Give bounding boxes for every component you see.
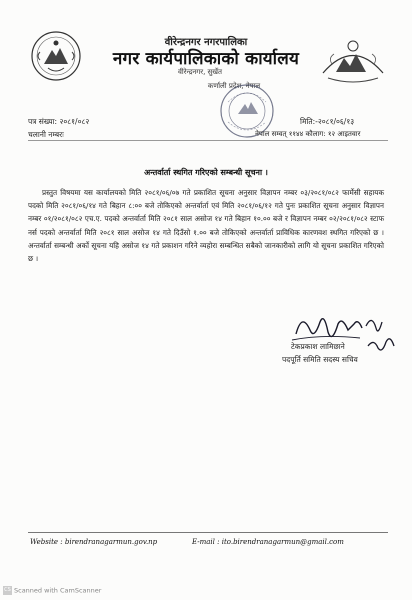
office-title: नगर कार्यपालिकाको कार्यालय [112, 49, 300, 69]
footer-email: E-mail : ito.birendranagarmun@gmail.com [192, 538, 344, 546]
header-divider [28, 140, 388, 141]
notice-body: प्रस्तुत विषयमा यस कार्यालयको मिति २०८१/०६/०७ गते प्रकाशित सूचना अनुसार विज्ञापन नम्बर ०३/२०८१/०८२ फार्मेसी सहायक पदको मिति २०८१/०६/१४ गते बिहान ८:०० बजे तोकिएको अन्तर्वार्ता एवं मिति २०८१/०६/१२ गते पुनः प्रकाशित सूचना अनुसार विज्ञापन नम्बर ०१/२०८१/०८२ एच.ए. पदको अन्तर्वार्ता मिति २०८१ साल असोज १४ गते बिहान १०.०० बजे र विज्ञापन नम्बर ०२/२०८१/०८२ स्टाफ नर्स पदको अन्तर्वार्ता मिति २०८१ साल असोज १४ गते दिउँसो १.०० बजे तोकिएको अन्तर्वार्ता प्राविधिक कारणवश स्थगित गरिएको छ । अन्तर्वार्ता सम्बन्धी अर्को सूचना यहि असोज १४ गते प्रकाशन गरिने व्यहोरा सम्बन्धित सबैको जानकारीको लागि यो सूचना प्रकाशित गरिएको छ । [28, 188, 384, 264]
footer-website: Website : birendranagarmun.gov.np [30, 538, 158, 546]
municipality-name: वीरेन्द्रनगर नगरपालिका [164, 37, 248, 48]
signatory-post: पदपूर्ति समिति सदस्य सचिव [282, 355, 358, 364]
chalani-number: चलानी नम्बरः [28, 130, 64, 139]
camscanner-icon: CS [4, 587, 11, 593]
signatory-name: टेकप्रकाश लामिछाने [291, 342, 345, 351]
office-province: कर्णाली प्रदेश, नेपाल [207, 82, 261, 90]
letter-date: मिति:-२०८१/०६/१३ [300, 117, 355, 126]
scanner-watermark-text: Scanned with CamScanner [14, 586, 102, 595]
office-address: वीरेन्द्रनगर, सुर्खेत [177, 68, 223, 76]
footer-divider [28, 532, 388, 533]
reference-number: पत्र संख्या: २०८१/०८२ [28, 117, 90, 126]
notice-subject: अन्तर्वार्ता स्थगित गरिएको सम्बन्धी सूचना । [144, 168, 268, 177]
nepal-sambat-date: नेपाल सम्वत् ११४४ कौलाग: १२ आइतवार [255, 130, 361, 138]
scanner-watermark [3, 586, 101, 595]
